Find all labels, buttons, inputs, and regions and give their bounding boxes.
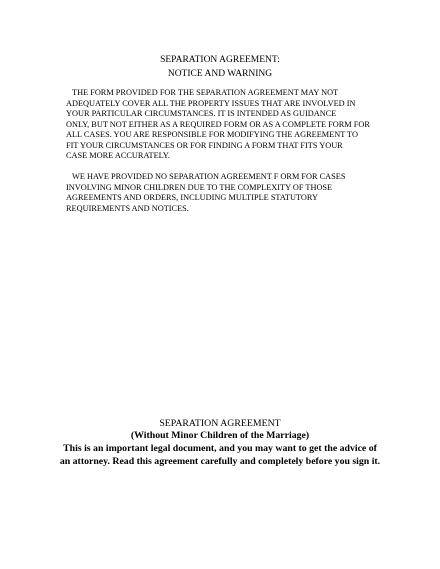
notice-paragraph-form-coverage [66, 88, 396, 162]
paragraph-line: WE HAVE PROVIDED NO SEPARATION AGREEMENT F ORM FOR CASES [72, 172, 346, 181]
agreement-subtitle: (Without Minor Children of the Marriage) [130, 430, 310, 441]
intro-line: This is an important legal document, and you may want to get the advice of [63, 443, 377, 454]
paragraph-line: THE FORM PROVIDED FOR THE SEPARATION AGREEMENT MAY NOT [72, 88, 339, 97]
paragraph-line: ADEQUATELY COVER ALL THE PROPERTY ISSUES THAT ARE INVOLVED IN [66, 98, 356, 108]
notice-paragraph-minor-children [66, 172, 396, 214]
paragraph-line: YOUR PARTICULAR CIRCUMSTANCES. IT IS INTENDED AS GUIDANCE [66, 109, 337, 118]
paragraph-line: INVOLVING MINOR CHILDREN DUE TO THE COMPLEXITY OF THOSE [66, 182, 333, 192]
paragraph-line: ONLY, BUT NOT EITHER AS A REQUIRED FORM OR AS A COMPLETE FORM FOR [66, 119, 370, 129]
intro-line: an attorney. Read this agreement carefully and completely before you sign it. [59, 455, 381, 467]
paragraph-line: AGREEMENTS AND ORDERS, INCLUDING MULTIPLE STATUTORY [66, 193, 318, 202]
notice-subtitle: NOTICE AND WARNING [167, 69, 273, 79]
agreement-title: SEPARATION AGREEMENT [159, 418, 281, 429]
agreement-intro [0, 443, 440, 468]
paragraph-line: FIT YOUR CIRCUMSTANCES OR FOR FINDING A FORM THAT FITS YOUR [66, 140, 343, 150]
paragraph-line: ALL CASES. YOU ARE RESPONSIBLE FOR MODIFYING THE AGREEMENT TO [66, 130, 358, 139]
notice-title: SEPARATION AGREEMENT: [160, 55, 280, 65]
paragraph-line: REQUIREMENTS AND NOTICES. [66, 203, 189, 213]
paragraph-line: CASE MORE ACCURATELY. [66, 151, 170, 160]
